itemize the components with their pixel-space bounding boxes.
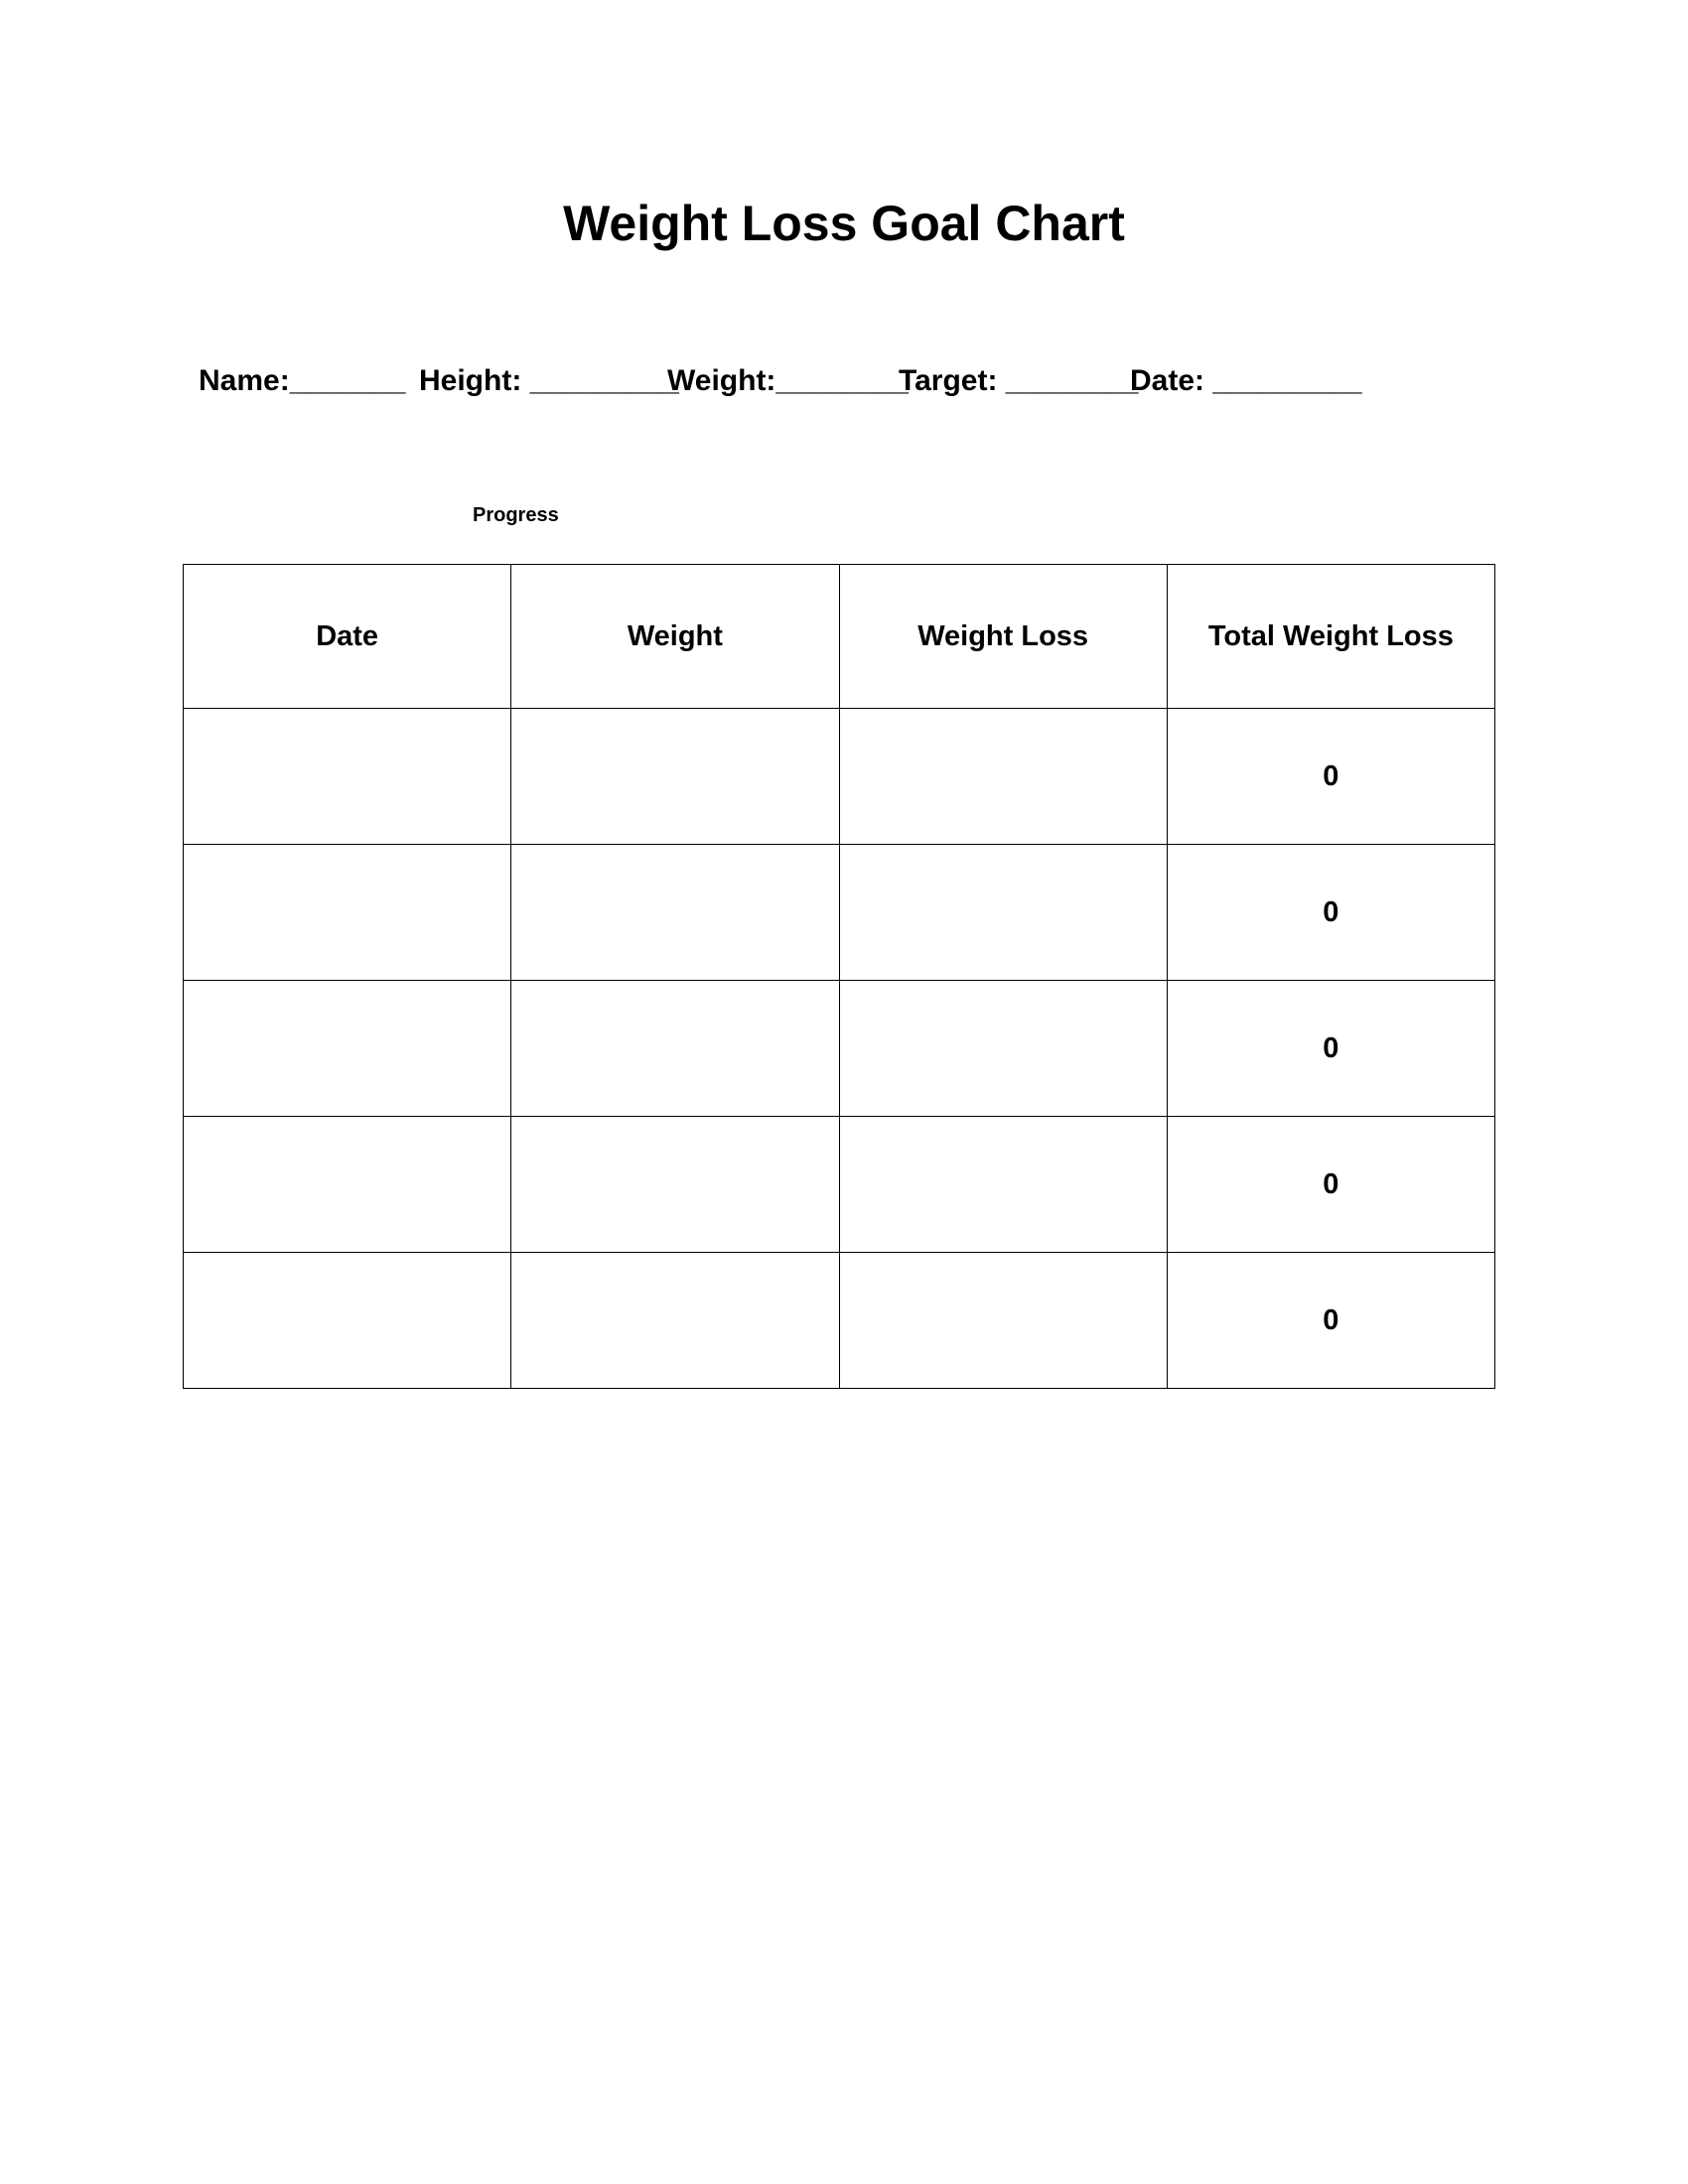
cell-date[interactable]: [184, 1253, 511, 1389]
cell-weight[interactable]: [511, 709, 839, 845]
progress-table: [183, 564, 1495, 1389]
cell-date[interactable]: [184, 1117, 511, 1253]
header-total-weight-loss: Total Weight Loss: [1167, 565, 1494, 709]
table-row: [184, 845, 1495, 981]
cell-total-weight-loss: 0: [1167, 845, 1494, 981]
cell-weight[interactable]: [511, 845, 839, 981]
height-field[interactable]: Height: _________: [419, 364, 679, 397]
cell-date[interactable]: [184, 845, 511, 981]
header-weight-loss: Weight Loss: [839, 565, 1167, 709]
cell-weight-loss[interactable]: [839, 1253, 1167, 1389]
cell-weight[interactable]: [511, 1117, 839, 1253]
progress-section-label: Progress: [473, 504, 559, 526]
header-weight: Weight: [511, 565, 839, 709]
cell-date[interactable]: [184, 981, 511, 1117]
page-title: Weight Loss Goal Chart: [563, 196, 1125, 251]
weight-field[interactable]: Weight:________: [667, 364, 909, 397]
table-row: [184, 1253, 1495, 1389]
cell-weight[interactable]: [511, 1253, 839, 1389]
header-date: Date: [184, 565, 511, 709]
cell-total-weight-loss: 0: [1167, 1253, 1494, 1389]
target-field[interactable]: Target: ________: [899, 364, 1139, 397]
table-row: [184, 1117, 1495, 1253]
cell-weight-loss[interactable]: [839, 981, 1167, 1117]
cell-total-weight-loss: 0: [1167, 981, 1494, 1117]
cell-total-weight-loss: 0: [1167, 1117, 1494, 1253]
table-row: [184, 709, 1495, 845]
cell-date[interactable]: [184, 709, 511, 845]
cell-weight-loss[interactable]: [839, 1117, 1167, 1253]
table-row: [184, 981, 1495, 1117]
cell-weight[interactable]: [511, 981, 839, 1117]
cell-total-weight-loss: 0: [1167, 709, 1494, 845]
cell-weight-loss[interactable]: [839, 845, 1167, 981]
table-header-row: [184, 565, 1495, 709]
name-field[interactable]: Name:_______: [199, 364, 406, 397]
cell-weight-loss[interactable]: [839, 709, 1167, 845]
date-field[interactable]: Date: _________: [1130, 364, 1362, 397]
